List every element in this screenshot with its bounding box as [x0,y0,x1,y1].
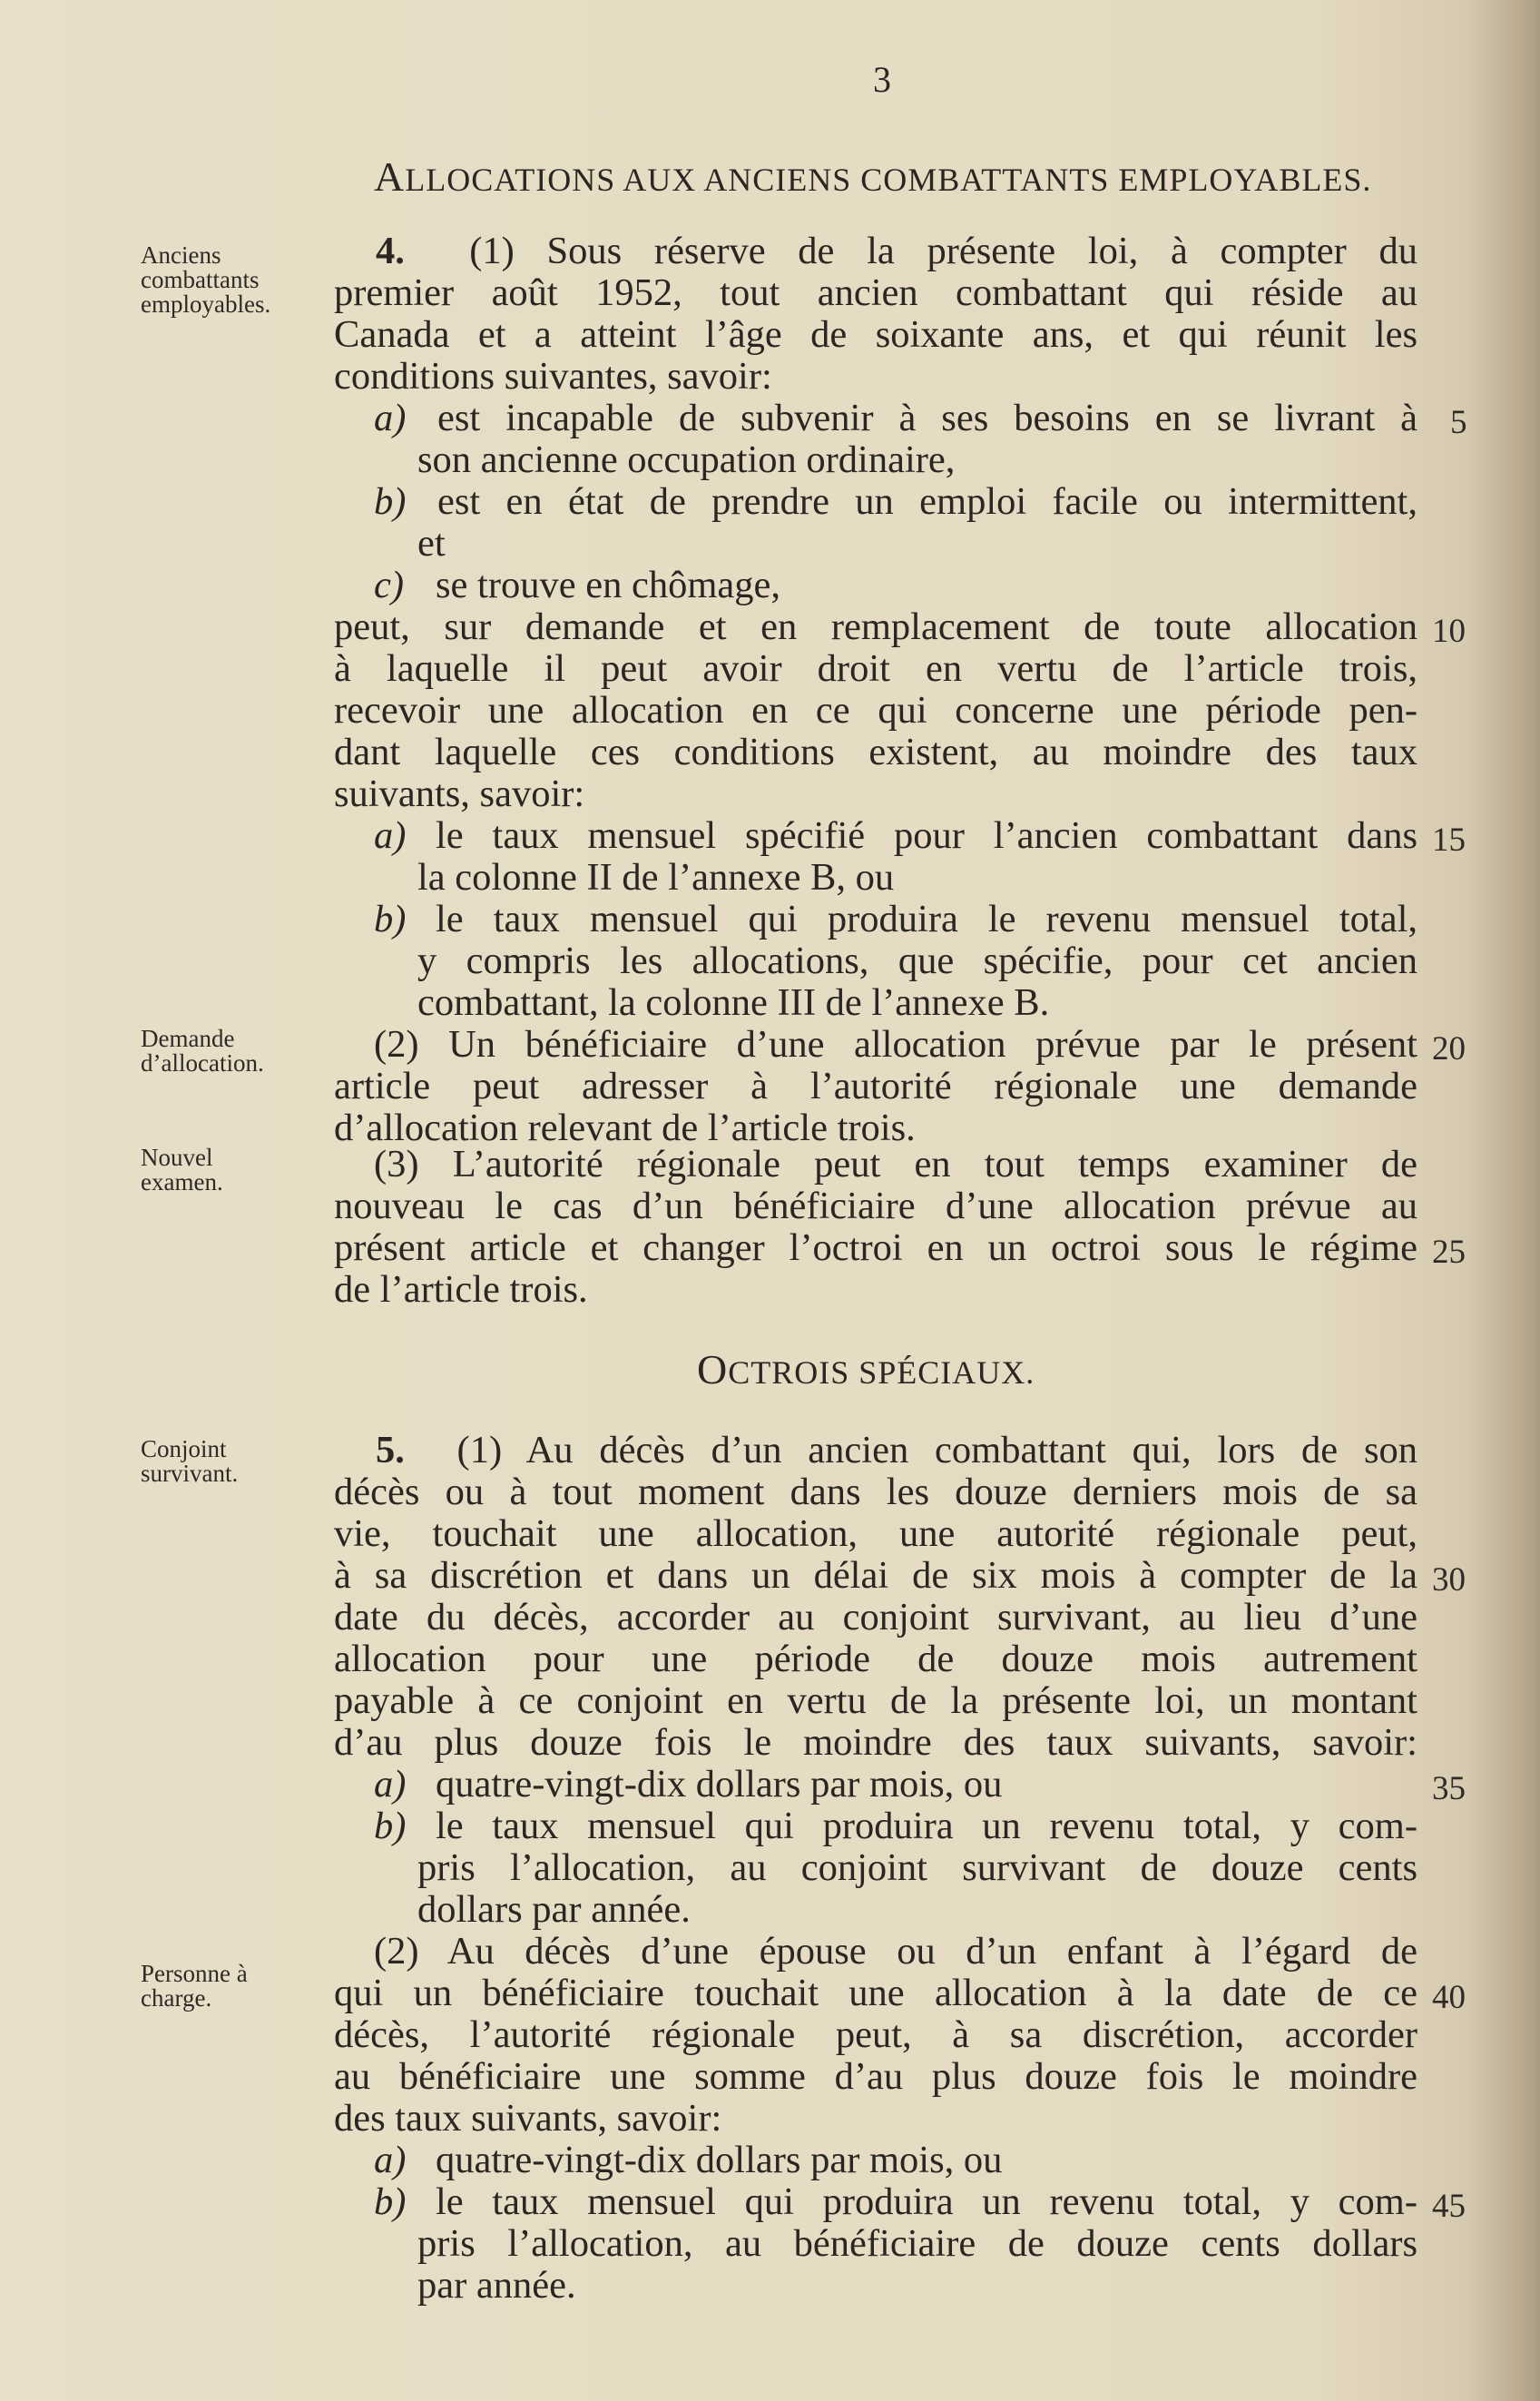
sidenote-conjoint-survivant: Conjoint survivant. [141,1435,239,1487]
art5-item-b-line-3: dollars par année. [417,1888,691,1931]
heading-text: LLOCATIONS AUX ANCIENS COMBATTANTS EMPLOYABLES. [405,162,1372,198]
art4-item-c-mark: c) [374,564,405,606]
art5-line-8: d’au plus douze fois le moindre des taux suivants, savoir: [334,1721,1417,1764]
art5-item-b-line-1: le taux mensuel qui produira un revenu total, y com- [436,1805,1417,1847]
art4-item-b-mark: b) [374,480,407,523]
line-number-20: 20 [1432,1030,1466,1068]
section-heading-allocations [374,153,1371,201]
heading-initial: O [697,1346,729,1392]
art4-sub3-line-3: présent article et changer l’octroi en un octroi sous le régime [334,1226,1417,1269]
art4-line-2: premier août 1952, tout ancien combattant qui réside au [334,271,1417,314]
art5-sub2-line-1: (2) Au décès d’une épouse ou d’un enfant à l’égard de [374,1930,1417,1973]
line-number-30: 30 [1432,1561,1466,1599]
art5-line-2: décès ou à tout moment dans les douze derniers mois de sa [334,1471,1417,1513]
art4-item-c-line-1: se trouve en chômage, [436,564,780,606]
line-number-10: 10 [1432,613,1466,650]
art5-item-a-line-1: quatre-vingt-dix dollars par mois, ou [436,1763,1003,1806]
line-number-35: 35 [1432,1770,1466,1807]
heading-text: CTROIS SPÉCIAUX. [728,1354,1035,1391]
art5-item-a-mark: a) [374,1763,407,1806]
art5-sub2-line-4: au bénéficiaire une somme d’au plus douze fois le moindre [334,2055,1417,2098]
art4-para-line-3: recevoir une allocation en ce qui concerne une période pen- [334,689,1417,732]
art4-line-3: Canada et a atteint l’âge de soixante ans, et qui réunit les [334,313,1417,356]
art5-sub2-item-b-mark: b) [374,2180,407,2223]
art4-sub3-line-1: (3) L’autorité régionale peut en tout temps examiner de [374,1143,1417,1186]
art4-rate-a-line-1: le taux mensuel spécifié pour l’ancien combattant dans [436,814,1417,857]
art4-rate-b-line-1: le taux mensuel qui produira le revenu mensuel total, [436,898,1417,940]
art4-sub3-line-2: nouveau le cas d’un bénéficiaire d’une allocation prévue au [334,1185,1417,1227]
art4-item-b-line-1: est en état de prendre un emploi facile ou intermittent, [437,480,1417,523]
art5-line-3: vie, touchait une allocation, une autorité régionale peut, [334,1512,1417,1555]
art5-line-5: date du décès, accorder au conjoint survivant, au lieu d’une [334,1596,1417,1638]
art4-rate-a-line-2: la colonne II de l’annexe B, ou [417,856,895,899]
art4-rate-a-mark: a) [374,814,407,857]
art4-sub2-line-1: (2) Un bénéficiaire d’une allocation prévue par le présent [374,1023,1417,1066]
art5-sub2-item-b-line-3: par année. [417,2264,576,2307]
art4-rate-b-line-3: combattant, la colonne III de l’annexe B. [417,981,1050,1024]
sidenote-anciens-combattants: Anciens combattants employables. [141,241,271,318]
art5-sub2-item-a-line-1: quatre-vingt-dix dollars par mois, ou [436,2139,1003,2181]
art4-para-line-4: dant laquelle ces conditions existent, au moindre des taux [334,731,1417,773]
sidenote-demande-allocation: Demande d’allocation. [141,1025,264,1077]
art4-para-line-2: à laquelle il peut avoir droit en vertu de l’article trois, [334,647,1417,690]
art5-sub2-line-2: qui un bénéficiaire touchait une allocation à la date de ce [334,1972,1417,2014]
art5-sub2-line-5: des taux suivants, savoir: [334,2097,722,2140]
line-number-40: 40 [1432,1979,1466,2016]
art4-sub2-line-2: article peut adresser à l’autorité régionale une demande [334,1065,1417,1107]
art5-line-4: à sa discrétion et dans un délai de six mois à compter de la [334,1554,1417,1597]
article-number: 4. [376,230,405,272]
art4-sub3-line-4: de l’article trois. [334,1268,588,1311]
art5-line-6: allocation pour une période de douze mois autrement [334,1638,1417,1680]
art4-item-a-line-2: son ancienne occupation ordinaire, [417,438,956,481]
art4-item-b-line-2: et [417,522,446,565]
art5-sub2-item-b-line-2: pris l’allocation, au bénéficiaire de douze cents dollars [417,2222,1417,2265]
art4-line-4: conditions suivantes, savoir: [334,355,772,398]
art5-sub2-line-3: décès, l’autorité régionale peut, à sa discrétion, accorder [334,2013,1417,2056]
line-number-45: 45 [1432,2188,1466,2225]
heading-initial: A [374,153,406,200]
sidenote-personne-a-charge: Personne à charge. [141,1960,248,2012]
page-number: 3 [873,59,891,100]
line-number-15: 15 [1432,822,1466,859]
art5-sub2-item-b-line-1: le taux mensuel qui produira un revenu total, y com- [436,2180,1417,2223]
art5-item-b-line-2: pris l’allocation, au conjoint survivant de douze cents [417,1846,1417,1889]
section-heading-octrois [697,1345,1035,1393]
article-number: 5. [376,1429,405,1471]
art4-sub2-line-3: d’allocation relevant de l’article trois. [334,1107,916,1149]
art5-sub2-item-a-mark: a) [374,2139,407,2181]
art4-para-line-5: suivants, savoir: [334,772,585,815]
sidenote-nouvel-examen: Nouvel examen. [141,1144,223,1196]
art4-rate-b-mark: b) [374,898,407,940]
line-number-5: 5 [1450,404,1467,441]
art5-line-7: payable à ce conjoint en vertu de la présente loi, un montant [334,1679,1417,1722]
art4-item-a-mark: a) [374,397,407,439]
art5-item-b-mark: b) [374,1805,407,1847]
art4-line-1: 4. (1) Sous réserve de la présente loi, à compter du [376,230,1417,272]
art5-line-1: 5. (1) Au décès d’un ancien combattant qui, lors de son [376,1429,1418,1471]
art4-para-line-1: peut, sur demande et en remplacement de toute allocation [334,605,1417,648]
line-number-25: 25 [1432,1234,1466,1271]
art4-rate-b-line-2: y compris les allocations, que spécifie, pour cet ancien [417,940,1417,982]
art4-item-a-line-1: est incapable de subvenir à ses besoins en se livrant à [437,397,1417,439]
